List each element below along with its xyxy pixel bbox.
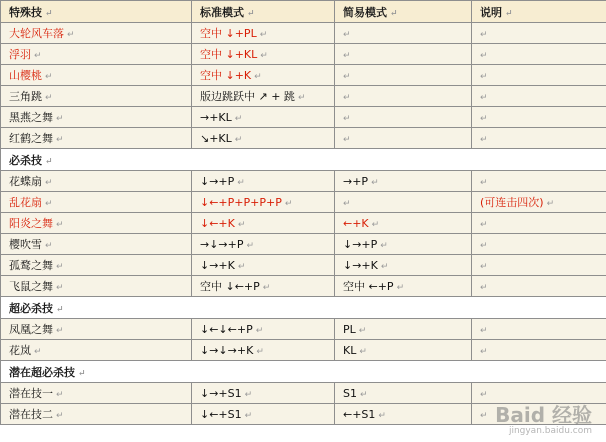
watermark-url: jingyan.baidu.com <box>508 426 592 436</box>
standard-input-cell: ↓→↓→+K ↵ <box>192 340 335 361</box>
standard-input-cell: ↓→+S1 ↵ <box>192 383 335 404</box>
header-easy-mode: 简易模式 ↵ <box>335 1 472 23</box>
section-row <box>1 149 606 171</box>
description-cell: ↵ <box>472 171 606 192</box>
section-title: 潜在超必杀技 ↵ <box>1 361 606 383</box>
easy-input-cell: ↵ <box>335 44 472 65</box>
standard-input-cell: 空中 ↓+PL ↵ <box>192 23 335 44</box>
move-row <box>1 44 606 65</box>
easy-input-cell: ↵ <box>335 192 472 213</box>
move-row <box>1 23 606 44</box>
easy-input-cell: PL ↵ <box>335 319 472 340</box>
move-row <box>1 340 606 361</box>
easy-input-cell: ←+S1 ↵ <box>335 404 472 425</box>
move-name-cell: 樱吹雪 ↵ <box>1 234 192 255</box>
move-row <box>1 65 606 86</box>
section-title: 必杀技 ↵ <box>1 149 606 171</box>
header-description: 说明 ↵ <box>472 1 606 23</box>
section-title: 超必杀技 ↵ <box>1 297 606 319</box>
watermark-logo: Baid 经验 <box>495 403 592 427</box>
standard-input-cell: ↓→+K ↵ <box>192 255 335 276</box>
easy-input-cell: 空中 ←+P ↵ <box>335 276 472 297</box>
move-name-cell: 三角跳 ↵ <box>1 86 192 107</box>
description-cell: ↵ <box>472 44 606 65</box>
move-name-cell: 大轮风车落 ↵ <box>1 23 192 44</box>
standard-input-cell: 空中 ↓+KL ↵ <box>192 44 335 65</box>
move-name-cell: 红鹤之舞 ↵ <box>1 128 192 149</box>
easy-input-cell: ↵ <box>335 107 472 128</box>
move-name-cell: 浮羽 ↵ <box>1 44 192 65</box>
description-cell: ↵ <box>472 340 606 361</box>
description-cell: ↵ <box>472 255 606 276</box>
easy-input-cell: ↵ <box>335 86 472 107</box>
section-row <box>1 297 606 319</box>
description-cell: ↵ <box>472 23 606 44</box>
move-row <box>1 319 606 340</box>
move-name-cell: 孤鹜之舞 ↵ <box>1 255 192 276</box>
move-name-cell: 黑燕之舞 ↵ <box>1 107 192 128</box>
standard-input-cell: ↘+KL ↵ <box>192 128 335 149</box>
move-row <box>1 213 606 234</box>
description-cell: ↵ <box>472 128 606 149</box>
move-row <box>1 276 606 297</box>
move-row <box>1 107 606 128</box>
move-name-cell: 潜在技一 ↵ <box>1 383 192 404</box>
description-cell: ↵ <box>472 86 606 107</box>
header-row <box>1 1 606 23</box>
standard-input-cell: 版边跳跃中 ↗ + 跳 ↵ <box>192 86 335 107</box>
easy-input-cell: ↓→+P ↵ <box>335 234 472 255</box>
section-row <box>1 361 606 383</box>
easy-input-cell: KL ↵ <box>335 340 472 361</box>
move-row <box>1 86 606 107</box>
description-cell: ↵ <box>472 213 606 234</box>
standard-input-cell: ↓←↓←+P ↵ <box>192 319 335 340</box>
move-row <box>1 128 606 149</box>
move-row <box>1 404 606 425</box>
description-cell: ↵ <box>472 404 606 425</box>
description-cell: ↵ <box>472 65 606 86</box>
standard-input-cell: 空中 ↓+K ↵ <box>192 65 335 86</box>
easy-input-cell: ↵ <box>335 128 472 149</box>
standard-input-cell: ↓→+P ↵ <box>192 171 335 192</box>
move-row <box>1 383 606 404</box>
move-name-cell: 潜在技二 ↵ <box>1 404 192 425</box>
standard-input-cell: ↓←+K ↵ <box>192 213 335 234</box>
move-name-cell: 凤凰之舞 ↵ <box>1 319 192 340</box>
move-list-body <box>1 1 606 425</box>
description-cell: ↵ <box>472 276 606 297</box>
move-row <box>1 171 606 192</box>
description-cell: ↵ <box>472 319 606 340</box>
move-name-cell: 乱花扇 ↵ <box>1 192 192 213</box>
description-cell: (可连击四次) ↵ <box>472 192 606 213</box>
standard-input-cell: →↓→+P ↵ <box>192 234 335 255</box>
easy-input-cell: →+P ↵ <box>335 171 472 192</box>
description-cell: ↵ <box>472 383 606 404</box>
easy-input-cell: ↵ <box>335 23 472 44</box>
standard-input-cell: ↓←+P+P+P+P ↵ <box>192 192 335 213</box>
standard-input-cell: ↓←+S1 ↵ <box>192 404 335 425</box>
move-name-cell: 山樱桃 ↵ <box>1 65 192 86</box>
standard-input-cell: 空中 ↓←+P ↵ <box>192 276 335 297</box>
description-cell: ↵ <box>472 234 606 255</box>
move-row <box>1 192 606 213</box>
header-standard-mode: 标准模式 ↵ <box>192 1 335 23</box>
move-row <box>1 255 606 276</box>
move-name-cell: 花岚 ↵ <box>1 340 192 361</box>
description-cell: ↵ <box>472 107 606 128</box>
easy-input-cell: ←+K ↵ <box>335 213 472 234</box>
standard-input-cell: →+KL ↵ <box>192 107 335 128</box>
easy-input-cell: ↓→+K ↵ <box>335 255 472 276</box>
header-special-move: 特殊技 ↵ <box>1 1 192 23</box>
easy-input-cell: S1 ↵ <box>335 383 472 404</box>
move-name-cell: 飞鼠之舞 ↵ <box>1 276 192 297</box>
move-name-cell: 花蝶扇 ↵ <box>1 171 192 192</box>
move-row <box>1 234 606 255</box>
move-name-cell: 阳炎之舞 ↵ <box>1 213 192 234</box>
easy-input-cell: ↵ <box>335 65 472 86</box>
